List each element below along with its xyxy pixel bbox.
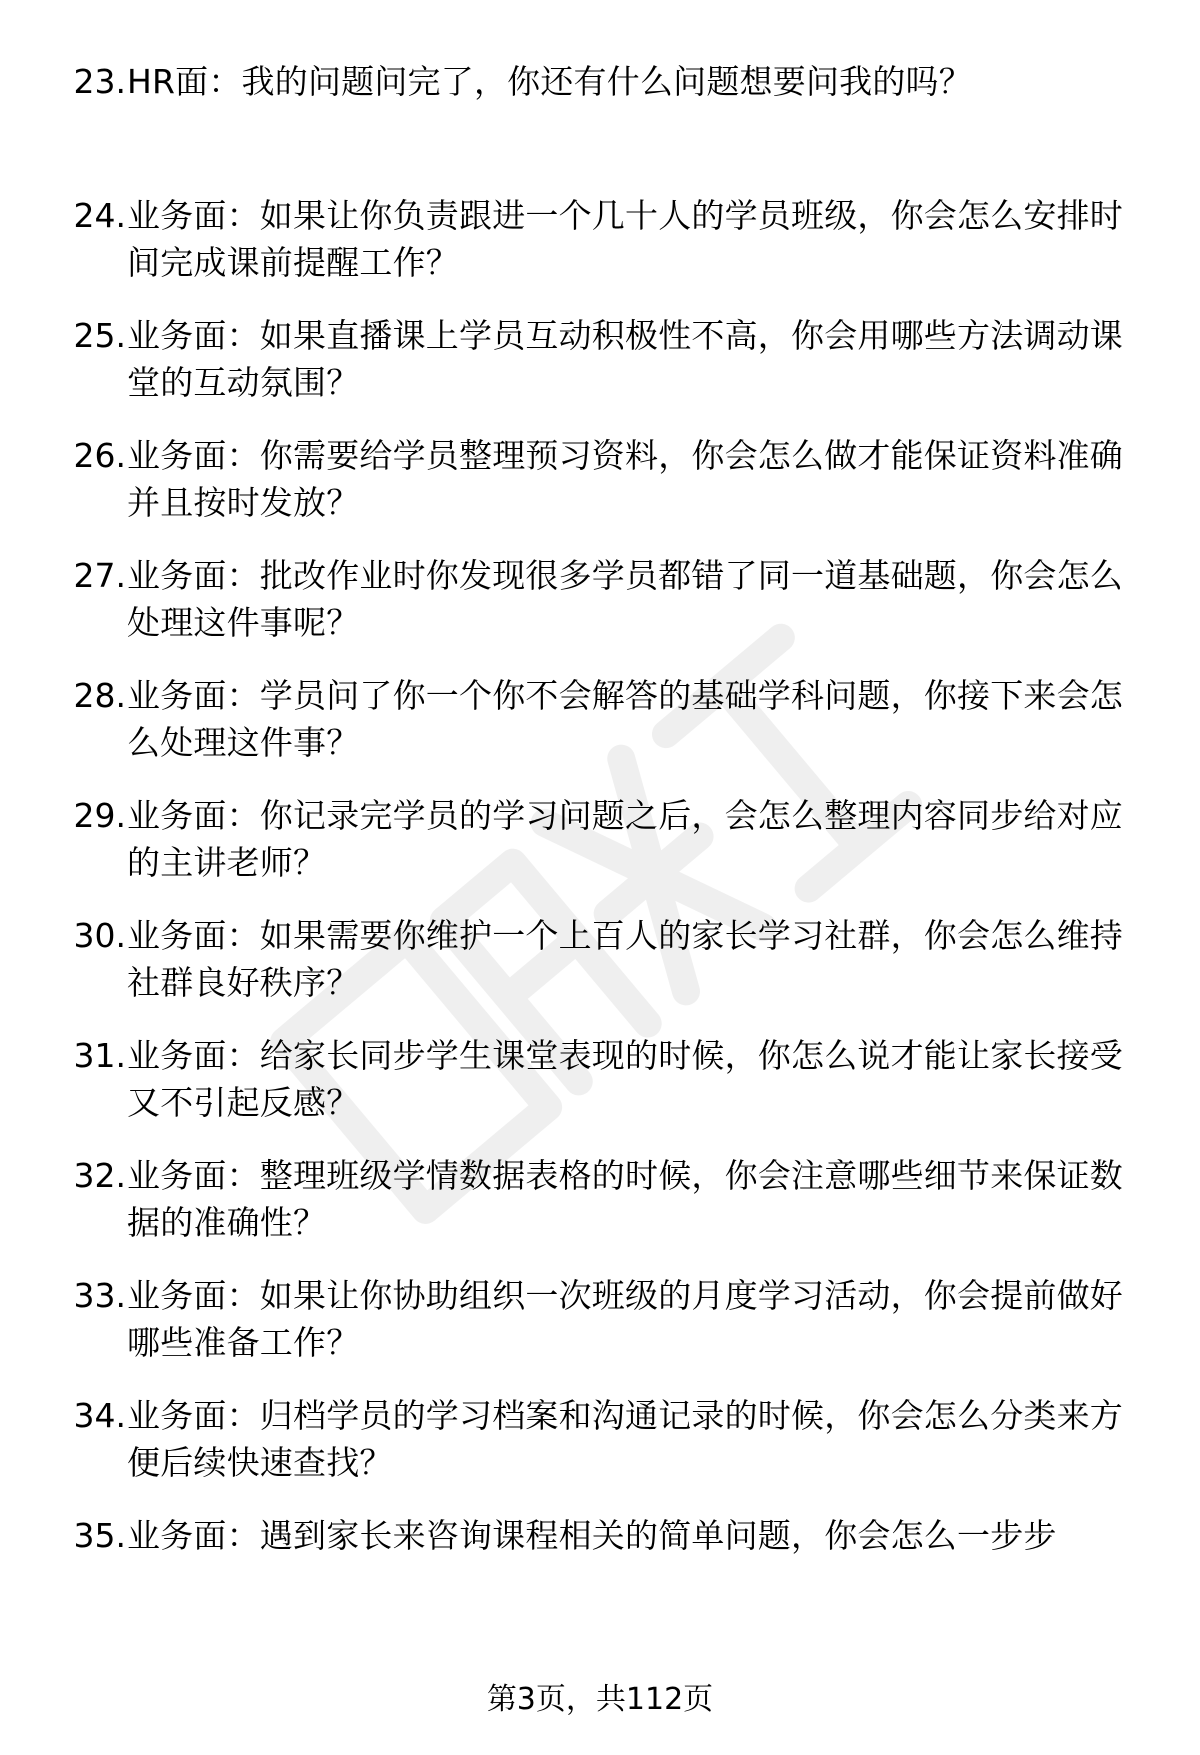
question-number: 33.	[73, 1276, 126, 1315]
list-item	[0, 1152, 1200, 1272]
question-text: 业务面：如果让你负责跟进一个几十人的学员班级，你会怎么安排时间完成课前提醒工作？	[127, 196, 1123, 282]
list-item	[0, 1392, 1200, 1512]
question-text: HR面：我的问题问完了，你还有什么问题想要问我的吗？	[127, 62, 972, 101]
question-number: 34.	[73, 1396, 126, 1435]
question-number: 27.	[73, 556, 126, 595]
list-item	[0, 432, 1200, 552]
question-text: 业务面：批改作业时你发现很多学员都错了同一道基础题，你会怎么处理这件事呢？	[127, 556, 1123, 642]
question-text: 业务面：学员问了你一个你不会解答的基础学科问题，你接下来会怎么处理这件事？	[127, 676, 1123, 762]
question-text: 业务面：你记录完学员的学习问题之后，会怎么整理内容同步给对应的主讲老师？	[127, 796, 1123, 882]
list-item	[0, 672, 1200, 792]
page-number: 第3页，共112页	[486, 1682, 714, 1717]
question-number: 35.	[73, 1516, 126, 1555]
list-item	[0, 1032, 1200, 1152]
question-number: 32.	[73, 1156, 126, 1195]
question-text: 业务面：遇到家长来咨询课程相关的简单问题，你会怎么一步步	[127, 1516, 1057, 1555]
question-number: 30.	[73, 916, 126, 955]
question-text: 业务面：归档学员的学习档案和沟通记录的时候，你会怎么分类来方便后续快速查找？	[127, 1396, 1123, 1482]
list-item	[0, 1272, 1200, 1392]
list-item	[0, 912, 1200, 1032]
question-list	[0, 58, 1200, 1572]
question-text: 业务面：如果需要你维护一个上百人的家长学习社群，你会怎么维持社群良好秩序？	[127, 916, 1123, 1002]
question-text: 业务面：你需要给学员整理预习资料，你会怎么做才能保证资料准确并且按时发放？	[127, 436, 1123, 522]
question-number: 28.	[73, 676, 126, 715]
question-number: 26.	[73, 436, 126, 475]
question-text: 业务面：如果直播课上学员互动积极性不高，你会用哪些方法调动课堂的互动氛围？	[127, 316, 1123, 402]
question-text: 业务面：给家长同步学生课堂表现的时候，你怎么说才能让家长接受又不引起反感？	[127, 1036, 1123, 1122]
question-text: 业务面：整理班级学情数据表格的时候，你会注意哪些细节来保证数据的准确性？	[127, 1156, 1123, 1242]
question-number: 29.	[73, 796, 126, 835]
list-item	[0, 792, 1200, 912]
question-number: 24.	[73, 196, 126, 235]
question-text: 业务面：如果让你协助组织一次班级的月度学习活动，你会提前做好哪些准备工作？	[127, 1276, 1123, 1362]
list-item	[0, 192, 1200, 312]
list-item	[0, 1512, 1200, 1572]
question-number: 23.	[73, 62, 126, 101]
question-number: 31.	[73, 1036, 126, 1075]
list-item	[0, 312, 1200, 432]
question-number: 25.	[73, 316, 126, 355]
list-item	[0, 58, 1200, 192]
list-item	[0, 552, 1200, 672]
